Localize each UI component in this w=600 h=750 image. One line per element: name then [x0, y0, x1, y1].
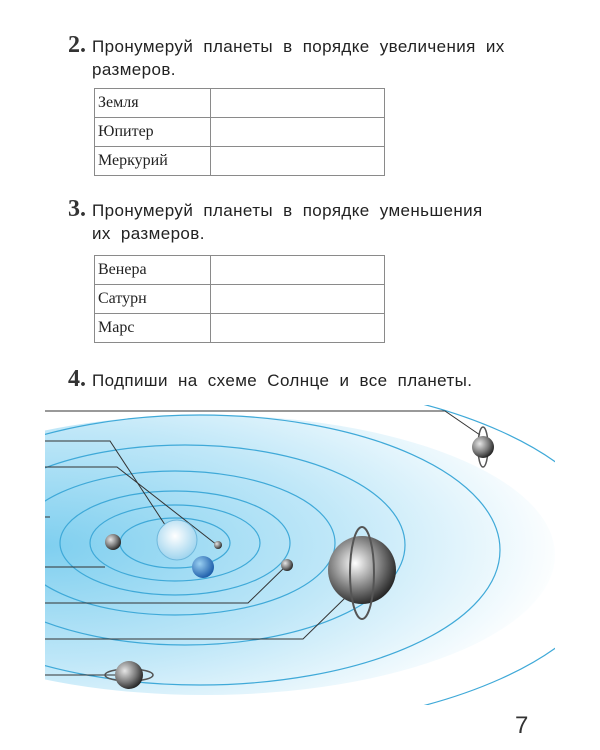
page-number: 7	[515, 712, 529, 739]
answer-cell[interactable]	[211, 314, 385, 343]
task-number: 4.	[68, 366, 86, 392]
planet-name: Венера	[95, 256, 211, 285]
planet-earth	[192, 556, 214, 578]
planet-name: Марс	[95, 314, 211, 343]
planet-venus	[105, 534, 121, 550]
answer-cell[interactable]	[211, 256, 385, 285]
planet-neptune	[115, 661, 143, 689]
planet-name: Меркурий	[95, 147, 211, 176]
instruction-line: Пронумеруй планеты в порядке увеличения их	[92, 37, 505, 56]
task-instruction	[92, 199, 538, 245]
task-number: 3.	[68, 196, 86, 222]
answer-cell[interactable]	[211, 285, 385, 314]
planet-uranus	[472, 436, 494, 458]
answer-cell[interactable]	[211, 147, 385, 176]
planet-name: Сатурн	[95, 285, 211, 314]
instruction-line: Пронумеруй планеты в порядке уменьшения	[92, 201, 483, 220]
planet-name: Земля	[95, 89, 211, 118]
solar-system-diagram	[45, 405, 555, 705]
answer-table-3	[94, 255, 385, 343]
table-row	[95, 89, 385, 118]
table-row	[95, 314, 385, 343]
instruction-line: Подпиши на схеме Солнце и все планеты.	[92, 371, 473, 390]
instruction-line: их размеров.	[92, 224, 205, 243]
table-row	[95, 285, 385, 314]
sun	[157, 520, 197, 560]
task-4	[68, 366, 538, 392]
task-number: 2.	[68, 32, 86, 58]
planet-name: Юпитер	[95, 118, 211, 147]
task-instruction	[92, 369, 538, 392]
answer-table-2	[94, 88, 385, 176]
task-3	[68, 196, 538, 245]
planet-jupiter	[328, 536, 396, 604]
answer-cell[interactable]	[211, 118, 385, 147]
table-row	[95, 118, 385, 147]
answer-cell[interactable]	[211, 89, 385, 118]
task-2	[68, 32, 538, 81]
table-row	[95, 147, 385, 176]
planet-mercury	[214, 541, 222, 549]
table-row	[95, 256, 385, 285]
planet-mars	[281, 559, 293, 571]
task-instruction	[92, 35, 538, 81]
instruction-line: размеров.	[92, 60, 176, 79]
